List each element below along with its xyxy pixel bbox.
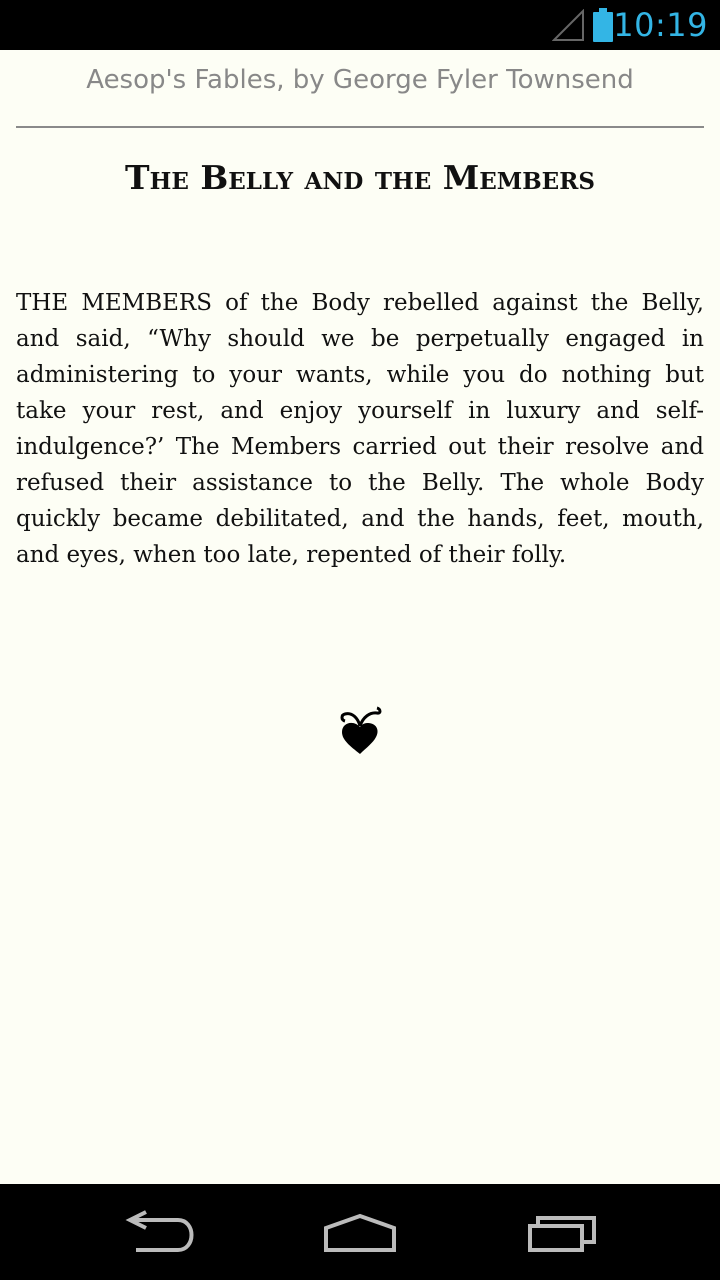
book-header <box>16 50 704 128</box>
recents-button[interactable] <box>512 1198 612 1266</box>
fleuron-icon <box>338 704 382 754</box>
recents-icon <box>512 1198 612 1266</box>
home-button[interactable] <box>310 1198 410 1266</box>
back-icon <box>110 1198 210 1266</box>
status-bar <box>0 0 720 50</box>
battery-icon <box>591 8 615 42</box>
chapter-title: The Belly and the Members <box>125 158 595 197</box>
signal-icon <box>552 9 584 41</box>
home-icon <box>310 1198 410 1266</box>
navigation-bar <box>0 1184 720 1280</box>
status-clock: 10:19 <box>613 6 708 44</box>
back-button[interactable] <box>110 1198 210 1266</box>
fable-text: THE MEMBERS of the Body rebelled against the Belly, and said, “Why should we be perpetually engaged in administering to your wants, while you do nothing but take your rest, and enjoy yourself in luxury and self-indulgence?’ The Members carried out their resolve and refused their assistance to the Belly. The whole Body quickly became debilitated, and the hands, feet, mouth, and eyes, when too late, repented of their folly. <box>16 290 704 568</box>
book-title: Aesop's Fables, by George Fyler Townsend <box>86 65 634 95</box>
